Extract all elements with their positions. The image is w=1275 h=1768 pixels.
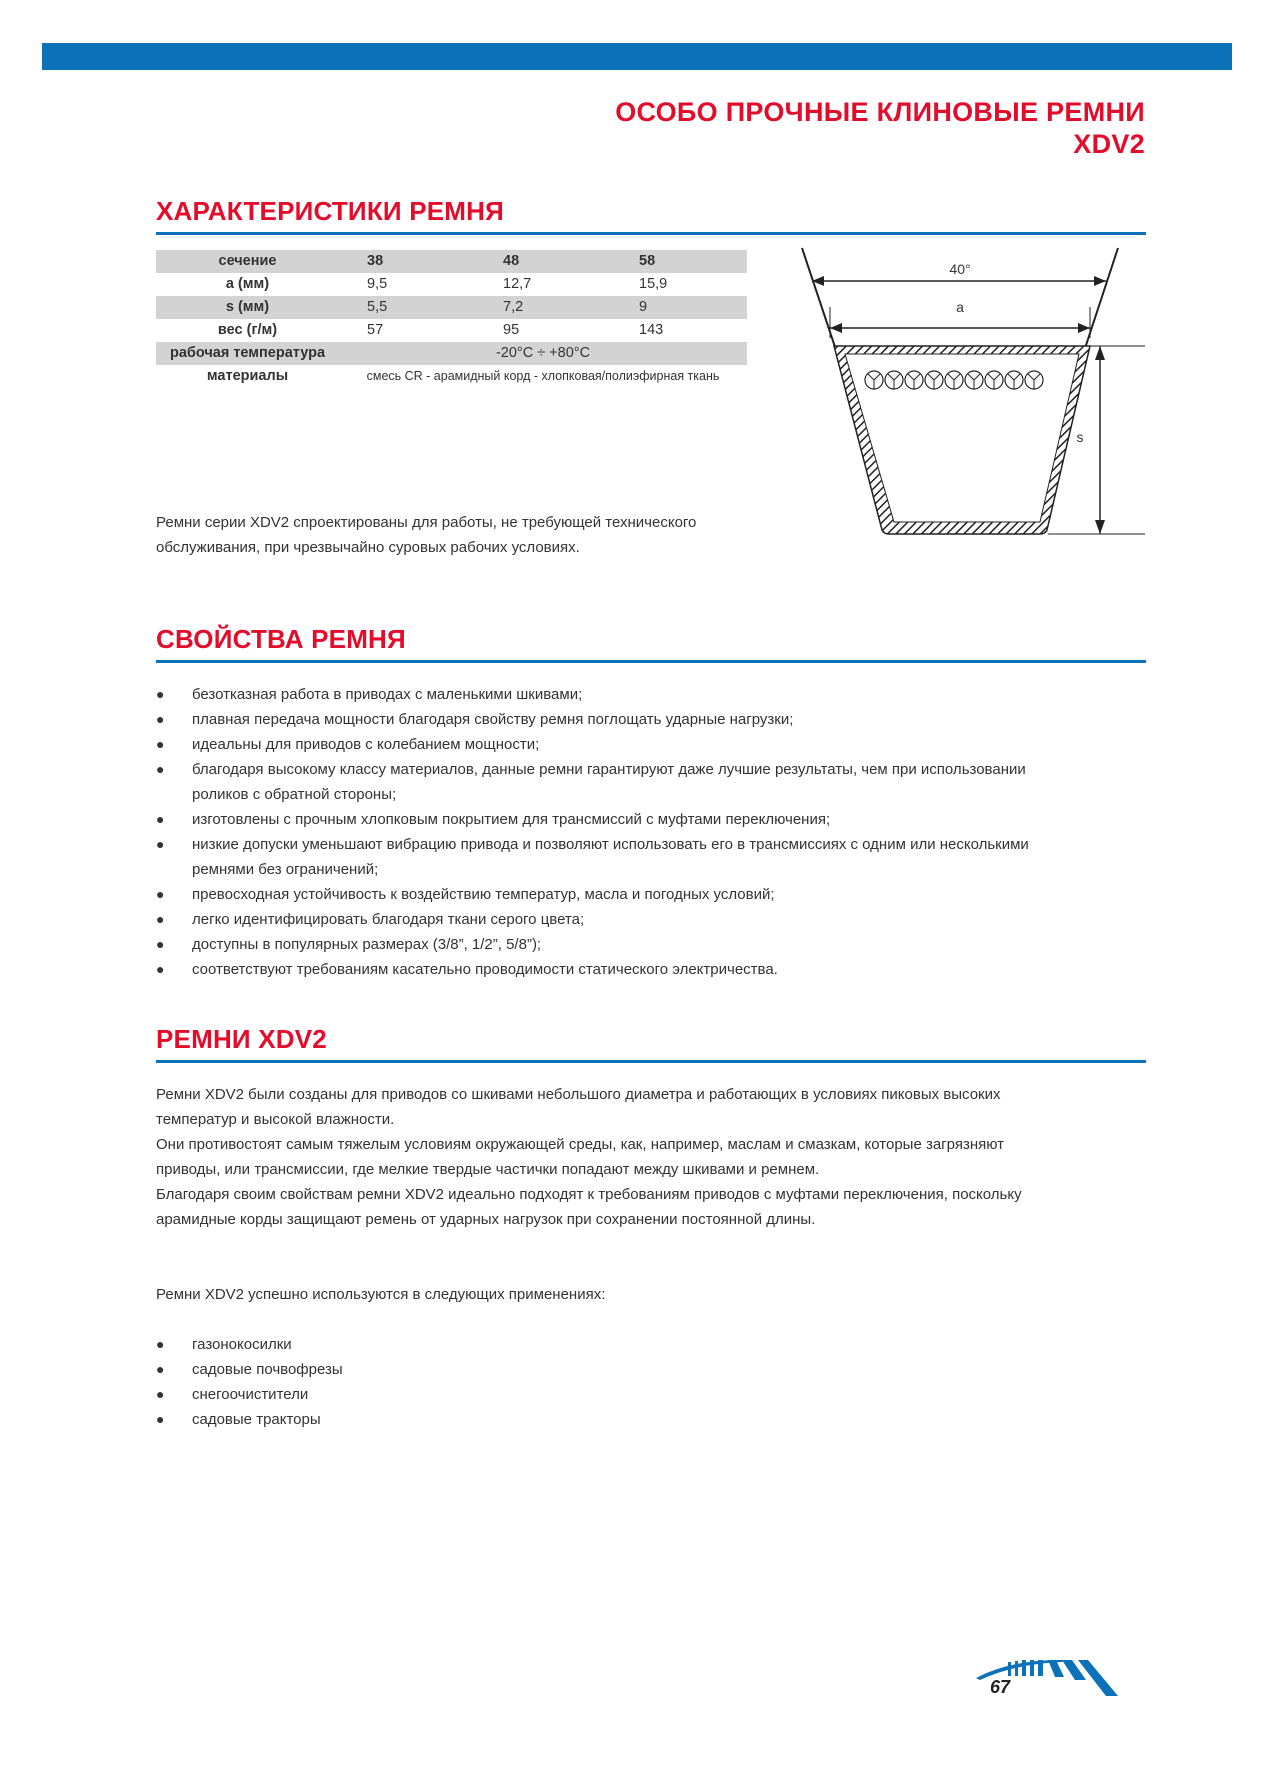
belt-cross-section-diagram (790, 240, 1150, 540)
table-row (156, 273, 747, 296)
xdv2-paragraph (156, 1082, 1022, 1232)
table-cell: 48 (475, 250, 611, 273)
list-item: ● идеальны для приводов с колебанием мощности; (156, 732, 1029, 757)
list-item: ● снегоочистители (156, 1382, 343, 1407)
list-item: ● соответствуют требованиям касательно проводимости статического электричества. (156, 957, 1029, 982)
bullet-icon: ● (156, 761, 165, 777)
properties-heading: СВОЙСТВА РЕМНЯ (156, 624, 406, 654)
bullet-icon: ● (156, 911, 165, 927)
table-cell: 5,5 (339, 296, 475, 319)
list-item: ● садовые почвофрезы (156, 1357, 343, 1382)
table-row (156, 365, 747, 388)
characteristics-heading: ХАРАКТЕРИСТИКИ РЕМНЯ (156, 196, 505, 226)
title-line-1: ОСОБО ПРОЧНЫЕ КЛИНОВЫЕ РЕМНИ (615, 97, 1145, 127)
list-item: ● доступны в популярных размерах (3/8”, 1/2”, 5/8”); (156, 932, 1029, 957)
s-dimension-label: s (1076, 429, 1084, 445)
row-label-weight: вес (г/м) (217, 322, 278, 338)
list-item-continuation: роликов с обратной стороны; (192, 786, 397, 803)
list-item: ● газонокосилки (156, 1332, 343, 1357)
applications-list (156, 1332, 343, 1432)
row-label-section: сечение (156, 250, 339, 273)
characteristics-description (156, 510, 696, 560)
description-line: Ремни серии XDV2 спроектированы для работы, не требующей технического (156, 514, 697, 531)
bullet-icon: ● (156, 886, 165, 902)
a-dimension-label: a (956, 299, 964, 315)
table-cell: 143 (639, 322, 664, 338)
list-item: ● безотказная работа в приводах с маленькими шкивами; (156, 682, 1029, 707)
list-item: ● изготовлены с прочным хлопковым покрытием для трансмиссий с муфтами переключения; (156, 807, 1029, 832)
list-item: ● легко идентифицировать благодаря ткани серого цвета; (156, 907, 1029, 932)
title-line-2: XDV2 (1073, 129, 1145, 159)
bullet-icon: ● (156, 811, 165, 827)
table-cell: 95 (503, 322, 520, 338)
bullet-icon: ● (156, 836, 165, 852)
bullet-icon: ● (156, 686, 165, 702)
bullet-icon: ● (156, 1336, 165, 1352)
table-cell: 12,7 (503, 276, 532, 292)
properties-list (156, 682, 1029, 982)
table-cell: 7,2 (475, 296, 611, 319)
paragraph-line: Ремни XDV2 были созданы для приводов со шкивами небольшого диаметра и работающих в условиях пиковых высоких (156, 1086, 1001, 1103)
list-item: ● плавная передача мощности благодаря свойству ремня поглощать ударные нагрузки; (156, 707, 1029, 732)
list-item: ● превосходная устойчивость к воздействию температур, масла и погодных условий; (156, 882, 1029, 907)
table-row (156, 319, 747, 342)
table-cell: 58 (611, 250, 747, 273)
table-cell: 15,9 (639, 276, 668, 292)
bullet-icon: ● (156, 711, 165, 727)
table-row (156, 296, 747, 319)
xdv2-heading-block (156, 1024, 1146, 1063)
bullet-icon: ● (156, 1386, 165, 1402)
characteristics-heading-block (156, 196, 1146, 235)
list-item: ● благодаря высокому классу материалов, данные ремни гарантируют даже лучшие результаты, чем при использовании (156, 757, 1029, 782)
bullet-icon: ● (156, 736, 165, 752)
document-title (615, 96, 1145, 160)
top-color-bar (42, 43, 1232, 70)
materials-value: смесь CR - арамидный корд - хлопковая/полиэфирная ткань (366, 369, 720, 383)
angle-label: 40° (949, 261, 971, 277)
table-cell: 9 (611, 296, 747, 319)
list-item-continuation: ремнями без ограничений; (192, 861, 379, 878)
page-number: 67 (990, 1677, 1011, 1697)
table-cell: 9,5 (367, 276, 388, 292)
list-item: ● низкие допуски уменьшают вибрацию привода и позволяют использовать его в трансмиссиях с одним или несколькими (156, 832, 1029, 857)
paragraph-line: арамидные корды защищают ремень от ударных нагрузок при сохранении постоянной длины. (156, 1211, 816, 1228)
paragraph-line: приводы, или трансмиссии, где мелкие твердые частички попадают между шкивами и ремнем. (156, 1161, 820, 1178)
bullet-icon: ● (156, 1361, 165, 1377)
bullet-icon: ● (156, 936, 165, 952)
table-row (156, 342, 747, 365)
list-item: ● садовые тракторы (156, 1407, 343, 1432)
bullet-icon: ● (156, 961, 165, 977)
temperature-value: -20°C ÷ +80°C (339, 342, 747, 365)
table-cell: 57 (367, 322, 384, 338)
bullet-icon: ● (156, 1411, 165, 1427)
table-row (156, 250, 747, 273)
table-cell: 38 (339, 250, 475, 273)
paragraph-line: Благодаря своим свойствам ремни XDV2 идеально подходят к требованиям приводов с муфтами переключения, поскольку (156, 1186, 1022, 1203)
row-label-materials: материалы (206, 368, 289, 384)
xdv2-heading: РЕМНИ XDV2 (156, 1024, 327, 1054)
applications-intro: Ремни XDV2 успешно используются в следующих применениях: (156, 1286, 606, 1303)
properties-heading-block (156, 624, 1146, 663)
row-label-s: s (мм) (156, 296, 339, 319)
paragraph-line: температур и высокой влажности. (156, 1111, 395, 1128)
characteristics-table (156, 250, 747, 388)
row-label-temperature: рабочая температура (156, 342, 339, 365)
row-label-a: a (мм) (225, 276, 270, 292)
description-line: обслуживания, при чрезвычайно суровых рабочих условиях. (156, 539, 580, 556)
paragraph-line: Они противостоят самым тяжелым условиям окружающей среды, как, например, маслам и смазкам, которые загрязняют (156, 1136, 1005, 1153)
